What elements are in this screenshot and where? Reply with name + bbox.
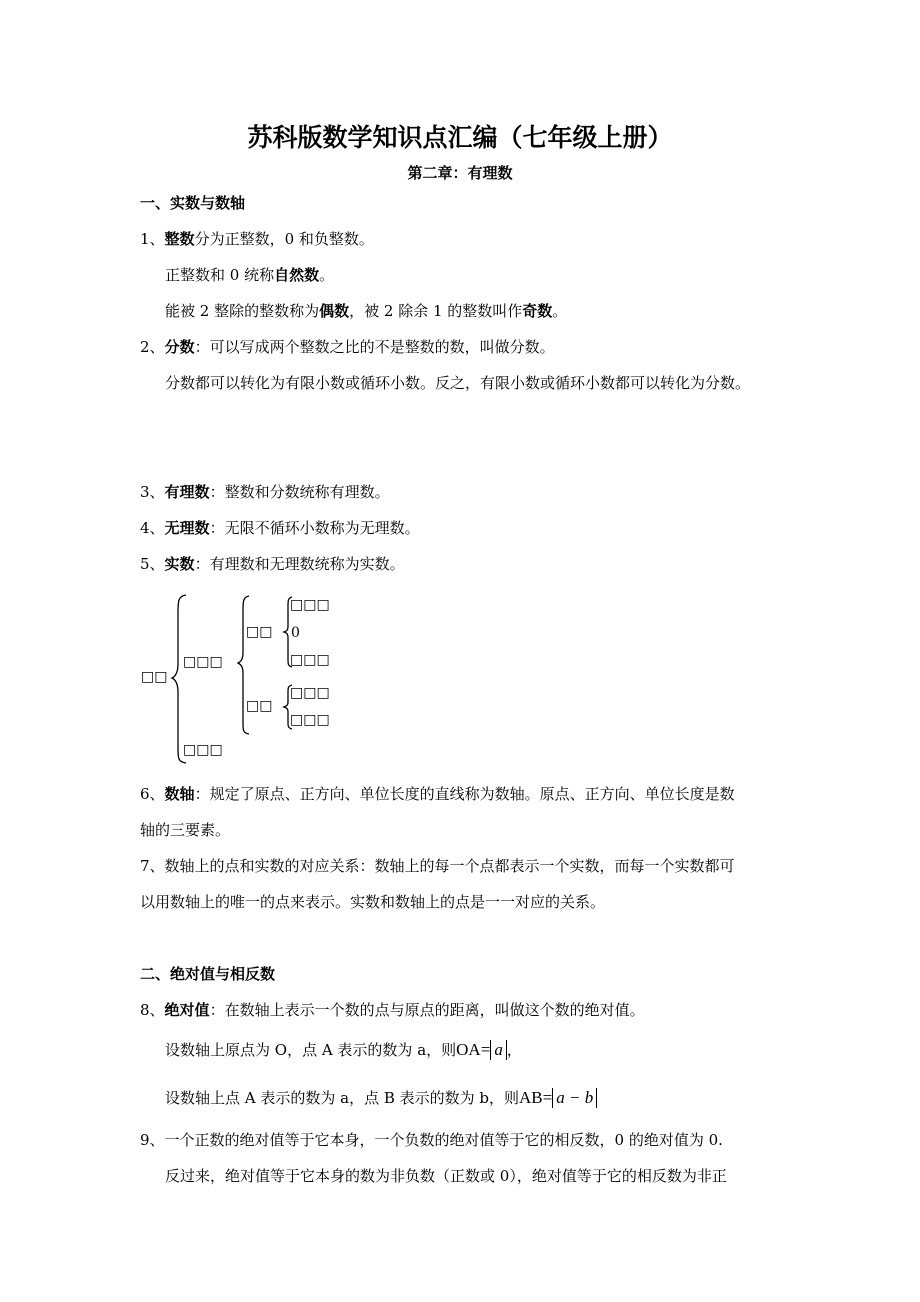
item-number: 6、 [140, 785, 165, 803]
diagram-leaf-positive-fraction: □□□ [290, 685, 330, 701]
item-1-line-1 [140, 229, 374, 249]
formula-lhs: AB [519, 1088, 543, 1107]
item-number: 1、 [140, 230, 165, 248]
term-irrational-number: 无理数 [164, 519, 210, 537]
item-5 [140, 554, 405, 574]
term-fraction: 分数 [164, 338, 195, 356]
section-heading-real-numbers: 一、实数与数轴 [140, 194, 246, 212]
text-span: 。 [552, 302, 568, 320]
formula-oa [456, 1040, 507, 1059]
text-span: ， [506, 1041, 522, 1059]
item-text: ：可以写成两个整数之比的不是整数的数，叫做分数。 [194, 338, 555, 356]
formula-equals: = [480, 1040, 491, 1059]
formula-ab [519, 1088, 597, 1107]
term-absolute-value: 绝对值 [164, 1001, 210, 1019]
item-text: ：无限不循环小数称为无理数。 [209, 519, 420, 537]
item-1-line-3 [165, 301, 567, 321]
chapter-title: 第二章：有理数 [407, 164, 513, 182]
item-4 [140, 518, 420, 538]
item-6-line-1 [140, 784, 735, 804]
item-text: ：规定了原点、正方向、单位长度的直线称为数轴。原点、正方向、单位长度是数 [194, 785, 735, 803]
abs-value-a-minus-b [552, 1088, 597, 1108]
formula-equals: = [542, 1088, 553, 1107]
text-span: 设数轴上原点为 O，点 A 表示的数为 a，则 [165, 1041, 457, 1059]
item-3 [140, 482, 390, 502]
item-2-line-1 [140, 337, 555, 357]
abs-value-a [490, 1040, 507, 1060]
diagram-leaf-zero: 0 [291, 625, 300, 641]
diagram-integer-label: □□ [246, 624, 273, 640]
item-text: ：在数轴上表示一个数的点与原点的距离，叫做这个数的绝对值。 [209, 1001, 645, 1019]
formula-var: a [494, 1040, 503, 1059]
document-title: 苏科版数学知识点汇编（七年级上册） [247, 123, 673, 152]
term-rational-number: 有理数 [164, 483, 210, 501]
brace-root [172, 595, 186, 763]
formula-lhs: OA [456, 1040, 481, 1059]
item-number: 8、 [140, 1001, 165, 1019]
formula-expr: a − b [556, 1088, 594, 1107]
item-2-line-2: 分数都可以转化为有限小数或循环小数。反之，有限小数或循环小数都可以转化为分数。 [165, 374, 751, 392]
term-odd-number: 奇数 [522, 302, 553, 320]
item-1-line-2 [165, 265, 334, 285]
item-7-line-1: 7、数轴上的点和实数的对应关系：数轴上的每一个点都表示一个实数，而每一个实数都可 [140, 857, 735, 875]
text-span: 设数轴上点 A 表示的数为 a，点 B 表示的数为 b，则 [165, 1089, 520, 1107]
item-number: 5、 [140, 555, 165, 573]
text-span: ，被 2 除余 1 的整数叫作 [349, 302, 523, 320]
text-span: 。 [319, 266, 335, 284]
item-text: 分为正整数，0 和负整数。 [194, 230, 374, 248]
diagram-leaf-negative-integer: □□□ [290, 652, 330, 668]
term-even-number: 偶数 [319, 302, 350, 320]
item-number: 3、 [140, 483, 165, 501]
term-real-number: 实数 [164, 555, 195, 573]
diagram-rational-label: □□□ [183, 654, 223, 670]
item-number: 2、 [140, 338, 165, 356]
text-span: 能被 2 整除的整数称为 [165, 302, 320, 320]
item-text: ：有理数和无理数统称为实数。 [194, 555, 405, 573]
item-8-line-3 [165, 1088, 597, 1108]
section-heading-absolute-value: 二、绝对值与相反数 [140, 965, 276, 983]
diagram-root-label: □□ [141, 669, 168, 685]
item-number: 4、 [140, 519, 165, 537]
diagram-fraction-label: □□ [246, 698, 273, 714]
term-integer: 整数 [164, 230, 195, 248]
item-9-line-2: 反过来，绝对值等于它本身的数为非负数（正数或 0），绝对值等于它的相反数为非正 [165, 1167, 727, 1185]
term-natural-number: 自然数 [274, 266, 320, 284]
term-number-line: 数轴 [164, 785, 195, 803]
item-8-line-2 [165, 1040, 522, 1060]
item-6-line-2: 轴的三要素。 [140, 821, 231, 839]
item-7-line-2: 以用数轴上的唯一的点来表示。实数和数轴上的点是一一对应的关系。 [140, 893, 606, 911]
diagram-leaf-positive-integer: □□□ [290, 597, 330, 613]
item-text: ：整数和分数统称有理数。 [209, 483, 390, 501]
diagram-leaf-negative-fraction: □□□ [290, 712, 330, 728]
text-span: 正整数和 0 统称 [165, 266, 275, 284]
item-8-line-1 [140, 1000, 645, 1020]
item-9-line-1: 9、一个正数的绝对值等于它本身，一个负数的绝对值等于它的相反数，0 的绝对值为 0. [140, 1131, 723, 1149]
diagram-irrational-label: □□□ [183, 742, 223, 758]
